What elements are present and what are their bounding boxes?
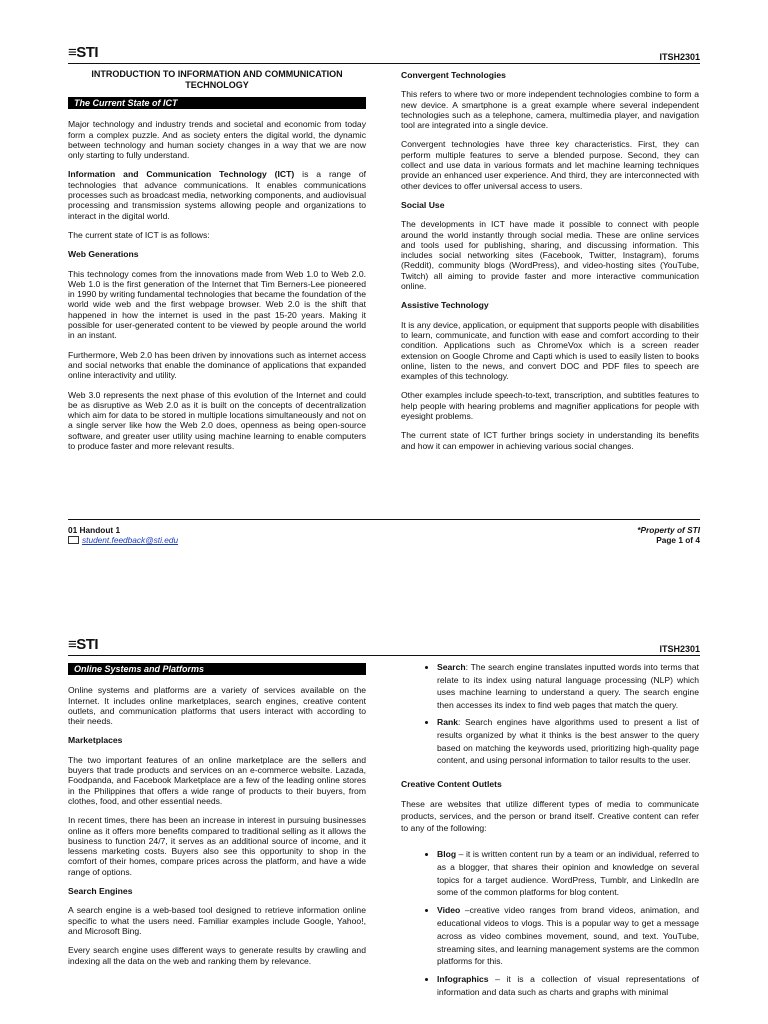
header-rule bbox=[68, 63, 700, 64]
search-steps-list bbox=[401, 661, 699, 767]
page-title: INTRODUCTION TO INFORMATION AND COMMUNICATION TECHNOLOGY bbox=[91, 69, 343, 90]
feedback-email-link[interactable]: student.feedback@sti.edu bbox=[82, 535, 179, 545]
property-label: *Property of STI bbox=[637, 525, 700, 535]
page1-right-column bbox=[401, 70, 699, 460]
search-paragraph-2: Every search engine uses different ways to generate results by crawling and indexing all the data on the web and ranking them by relevance. bbox=[68, 945, 366, 966]
web-paragraph-2: Furthermore, Web 2.0 has been driven by innovations such as internet access and social networks that enable the dominance of applications that expanded online interactivity and utility. bbox=[68, 349, 366, 381]
assistive-paragraph-2: Other examples include speech-to-text, transcription, and subtitles features to help people with hearing problems and magnifier applications for people with eyesight problems. bbox=[401, 390, 699, 422]
list-item: • Video –creative video ranges from brand videos, animation, and educational videos to vlogs. This is a popular way to get a message across as video combines movement, sound, and text. YouTube, streaming sites, and learning management systems are the common platforms for this. bbox=[437, 904, 699, 968]
assistive-paragraph-3: The current state of ICT further brings society in understanding its benefits and how it can empower in achieving various social changes. bbox=[401, 430, 699, 451]
marketplaces-heading: Marketplaces bbox=[68, 735, 123, 746]
handout-label: 01 Handout 1 bbox=[68, 525, 121, 535]
page1-left-column bbox=[68, 69, 366, 460]
list-item: • Search: The search engine translates inputted words into terms that relate to its index using natural language processing (NLP) which uses machine learning to understand a query. The search engine then accesses its index to find web pages that match the query. bbox=[437, 661, 699, 711]
social-use-heading: Social Use bbox=[401, 199, 445, 210]
page-gap bbox=[0, 560, 768, 628]
list-item: • Rank: Search engines have algorithms used to present a list of results organized by what it thinks is the best answer to the query based on matching the keywords used, prioritizing high-quality page content, and using personal information to tailor results to the user. bbox=[437, 716, 699, 766]
creative-content-list bbox=[401, 848, 699, 999]
header-rule-2 bbox=[68, 655, 700, 656]
convergent-paragraph-2: Convergent technologies have three key characteristics. First, they can perform multiple features to serve a blended purpose. Second, they can collect and use data in various formats and let machine learning techniques provide an enhanced user experience. And third, they are interconnected with other devices to offer universal access to users. bbox=[401, 139, 699, 191]
search-paragraph-1: A search engine is a web-based tool designed to retrieve information online specific to what the users need. Familiar examples include Google, Yahoo!, and Microsoft Bing. bbox=[68, 905, 366, 936]
online-intro-paragraph: Online systems and platforms are a variety of services available on the Internet. It includes online marketplaces, search engines, creative content outlets, and communication platforms that users interact with according to their needs. bbox=[68, 685, 366, 727]
list-item: • Infographics – it is a collection of visual representations of information and data such as charts and graphs with minimal bbox=[437, 973, 699, 999]
list-item: • Blog – it is written content run by a team or an individual, referred to as a blogger, that shares their opinion and knowledge on several topics for a target audience. WordPress, Tumblr, and LinkedIn are some of the common platforms for blog content. bbox=[437, 848, 699, 899]
page2-right-column bbox=[401, 663, 699, 1008]
sti-logo: ≡STI bbox=[68, 44, 99, 61]
creative-outlets-heading: Creative Content Outlets bbox=[401, 778, 502, 789]
web-generations-heading: Web Generations bbox=[68, 249, 139, 260]
social-paragraph: The developments in ICT have made it possible to connect with people around the world instantly through social media. These are online services and tools used for publishing, sharing, and discussing information. This includes social networking sites (Facebook, Twitter, Instagram), forums (Reddit), community blogs (WordPress), and video-hosting sites (YouTube, Twitch) all aiming to provide faster and more interactive communication online. bbox=[401, 219, 699, 292]
web-paragraph-1: This technology comes from the innovations made from Web 1.0 to Web 2.0. Web 1.0 is the first generation of the Internet that Tim Berners-Lee pioneered in 1990 by writing fundamental technologies that became the foundation of the world wide web and the first webpage browser. Web 2.0 is the shift that happened in how the internet is used in the past 15-20 years. Making it possible for user-generated content to be viewed by people around the world in an instant. bbox=[68, 268, 366, 341]
footer-rule bbox=[68, 519, 700, 520]
marketplaces-paragraph-2: In recent times, there has been an increase in interest in pursuing businesses online as it offers more benefits compared to traditional selling as it allows the business to function 24/7, it serves as an additional source of income, and it lessens marketing costs. Buyers also see this opportunity to shop in the comfort of their homes, compare prices across the platform, and have a wide range of options. bbox=[68, 815, 366, 877]
page-2 bbox=[0, 628, 768, 1024]
current-state-line: The current state of ICT is as follows: bbox=[68, 229, 210, 240]
doc-code-2: ITSH2301 bbox=[659, 644, 700, 654]
sti-logo-2: ≡STI bbox=[68, 636, 99, 653]
marketplaces-paragraph-1: The two important features of an online marketplace are the sellers and buyers that trade products and services on an e-commerce website. Lazada, Foodpanda, and Facebook Marketplace are a few of the leading online stores in the Philippines that offers a wide range of products to their buyers, from clothes, food, and other essential needs. bbox=[68, 754, 366, 806]
section-bar-online-systems: Online Systems and Platforms bbox=[68, 663, 366, 675]
page-number: Page 1 of 4 bbox=[656, 535, 700, 545]
convergent-paragraph-1: This refers to where two or more independent technologies combine to form a new device. A smartphone is a great example where several independent technologies such as a telephone, camera, multimedia player, and navigation tool are integrated into a single device. bbox=[401, 89, 699, 131]
page2-left-column bbox=[68, 663, 366, 975]
ict-paragraph: Information and Communication Technology (ICT) is a range of technologies that advance communications. It enables communications processes such as broadcast media, networking components, and audiovisual processing and transmission systems allowing people and organizations to interact in the digital world. bbox=[68, 169, 366, 221]
creative-paragraph: These are websites that utilize different types of media to communicate products, services, and the person or brand itself. Creative content can refer to any of the following: bbox=[401, 799, 699, 834]
envelope-icon bbox=[68, 536, 79, 544]
section-bar-current-state: The Current State of ICT bbox=[68, 97, 366, 109]
footer-left bbox=[68, 525, 178, 545]
convergent-heading: Convergent Technologies bbox=[401, 70, 506, 80]
assistive-paragraph-1: It is any device, application, or equipment that supports people with disabilities to learn, communicate, and function with ease and comfort according to their condition. Applications such as ChromeVox which is a screen reader extension on Google Chrome and Capti which is used to easily listen to books online, listen to the news, and convert DOC and PDF files to speech are examples of this technology. bbox=[401, 319, 699, 382]
intro-paragraph: Major technology and industry trends and societal and economic from today form a complex puzzle. And as society enters the digital world, the dynamic between technology and human society changes in a way that we are now only starting to fully understand. bbox=[68, 119, 366, 161]
assistive-heading: Assistive Technology bbox=[401, 300, 489, 311]
search-engines-heading: Search Engines bbox=[68, 886, 133, 897]
footer-right bbox=[637, 525, 700, 545]
web-paragraph-3: Web 3.0 represents the next phase of this evolution of the Internet and could be as disruptive as Web 2.0 as it is built on the concepts of decentralization which aim for data to be stored in multiple locations simultaneously and not on a single server like how the Web 2.0 does, openness as being open-source software, and greater user utility using machine learning to enable computers to produce faster and more relevant results. bbox=[68, 389, 366, 452]
doc-code: ITSH2301 bbox=[659, 52, 700, 62]
